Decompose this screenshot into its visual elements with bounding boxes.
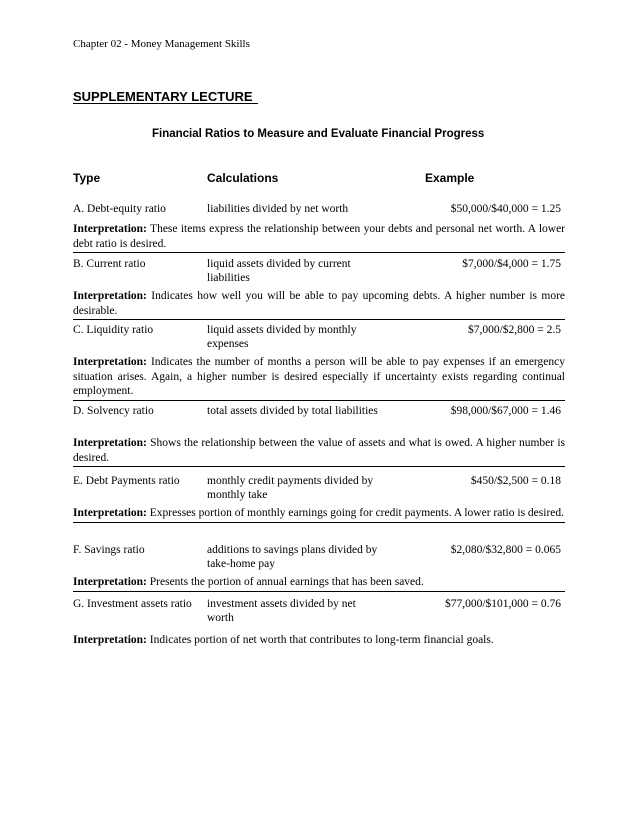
ratio-row — [73, 597, 565, 629]
row-divider — [73, 400, 565, 401]
ratio-row — [73, 202, 565, 222]
chapter-header: Chapter 02 - Money Management Skills — [73, 38, 250, 50]
document-title: Financial Ratios to Measure and Evaluate Financial Progress — [152, 128, 485, 140]
ratio-interpretation — [73, 633, 565, 648]
interpretation-label: Interpretation: — [73, 437, 147, 449]
ratio-interpretation — [73, 506, 565, 521]
ratio-interpretation — [73, 575, 565, 590]
interpretation-text: These items express the relationship between your debts and personal net worth. A lower debt ratio is desired. — [73, 223, 565, 250]
ratio-calculation: liquid assets divided by current liabilities — [207, 258, 351, 284]
ratio-interpretation — [73, 436, 565, 465]
ratio-row — [73, 404, 565, 436]
interpretation-label: Interpretation: — [73, 634, 147, 646]
interpretation-label: Interpretation: — [73, 507, 147, 519]
column-header-example: Example — [425, 171, 475, 185]
ratio-example: $98,000/$67,000 = 1.46 — [450, 405, 561, 417]
ratio-interpretation — [73, 355, 565, 399]
ratio-interpretation — [73, 289, 565, 318]
ratio-block-solvency — [73, 404, 565, 469]
ratio-block-investment-assets — [73, 597, 565, 648]
interpretation-label: Interpretation: — [73, 356, 147, 368]
ratio-type: F. Savings ratio — [73, 544, 145, 556]
ratio-example: $7,000/$4,000 = 1.75 — [462, 258, 561, 270]
row-divider — [73, 466, 565, 467]
ratio-type: C. Liquidity ratio — [73, 324, 154, 336]
interpretation-label: Interpretation: — [73, 576, 147, 588]
ratio-example: $450/$2,500 = 0.18 — [470, 475, 561, 487]
row-divider — [73, 319, 565, 320]
ratio-row — [73, 543, 565, 575]
interpretation-label: Interpretation: — [73, 223, 147, 235]
ratio-calculation: additions to savings plans divided by take-home pay — [207, 544, 378, 570]
interpretation-text: Presents the portion of annual earnings that has been saved. — [149, 576, 424, 588]
ratio-example: $2,080/$32,800 = 0.065 — [450, 544, 561, 556]
ratio-block-savings — [73, 543, 565, 594]
ratio-calculation: monthly credit payments divided by monthly take — [207, 475, 374, 501]
interpretation-text: Shows the relationship between the value of assets and what is owed. A higher number is desired. — [73, 437, 566, 464]
ratio-block-current — [73, 257, 565, 322]
ratio-calculation: total assets divided by total liabilities — [207, 405, 378, 417]
ratio-type: A. Debt-equity ratio — [73, 203, 166, 215]
ratio-example: $77,000/$101,000 = 0.76 — [444, 598, 561, 610]
interpretation-label: Interpretation: — [73, 290, 147, 302]
column-header-type: Type — [73, 171, 101, 185]
interpretation-text: Indicates portion of net worth that contributes to long-term financial goals. — [149, 634, 494, 646]
ratio-row — [73, 257, 565, 289]
ratio-example: $7,000/$2,800 = 2.5 — [467, 324, 561, 336]
interpretation-text: Indicates how well you will be able to pay upcoming debts. A higher number is more desirable. — [73, 290, 566, 317]
interpretation-text: Expresses portion of monthly earnings going for credit payments. A lower ratio is desired. — [149, 507, 565, 519]
ratio-type: G. Investment assets ratio — [73, 598, 192, 610]
section-title: SUPPLEMENTARY LECTURE — [73, 89, 253, 104]
ratio-type: B. Current ratio — [73, 258, 146, 270]
ratio-interpretation — [73, 222, 565, 251]
row-divider — [73, 522, 565, 523]
ratio-block-debt-payments — [73, 474, 565, 525]
ratio-row — [73, 474, 565, 506]
ratio-calculation: liquid assets divided by monthly expenses — [207, 324, 357, 350]
ratio-block-debt-equity — [73, 202, 565, 255]
column-header-calculations: Calculations — [207, 171, 279, 185]
section-title-underline — [73, 103, 258, 104]
ratio-type: D. Solvency ratio — [73, 405, 154, 417]
ratio-example: $50,000/$40,000 = 1.25 — [450, 203, 561, 215]
row-divider — [73, 252, 565, 253]
interpretation-text: Indicates the number of months a person will be able to pay expenses if an emergency situation arises. Again, a higher number is desired especially if uncertainty exists regarding continual employment. — [73, 356, 566, 397]
ratio-calculation: investment assets divided by net worth — [207, 598, 356, 624]
ratio-block-liquidity — [73, 323, 565, 403]
row-divider — [73, 591, 565, 592]
ratio-row — [73, 323, 565, 355]
ratio-type: E. Debt Payments ratio — [73, 475, 180, 487]
ratio-calculation: liabilities divided by net worth — [207, 203, 349, 215]
